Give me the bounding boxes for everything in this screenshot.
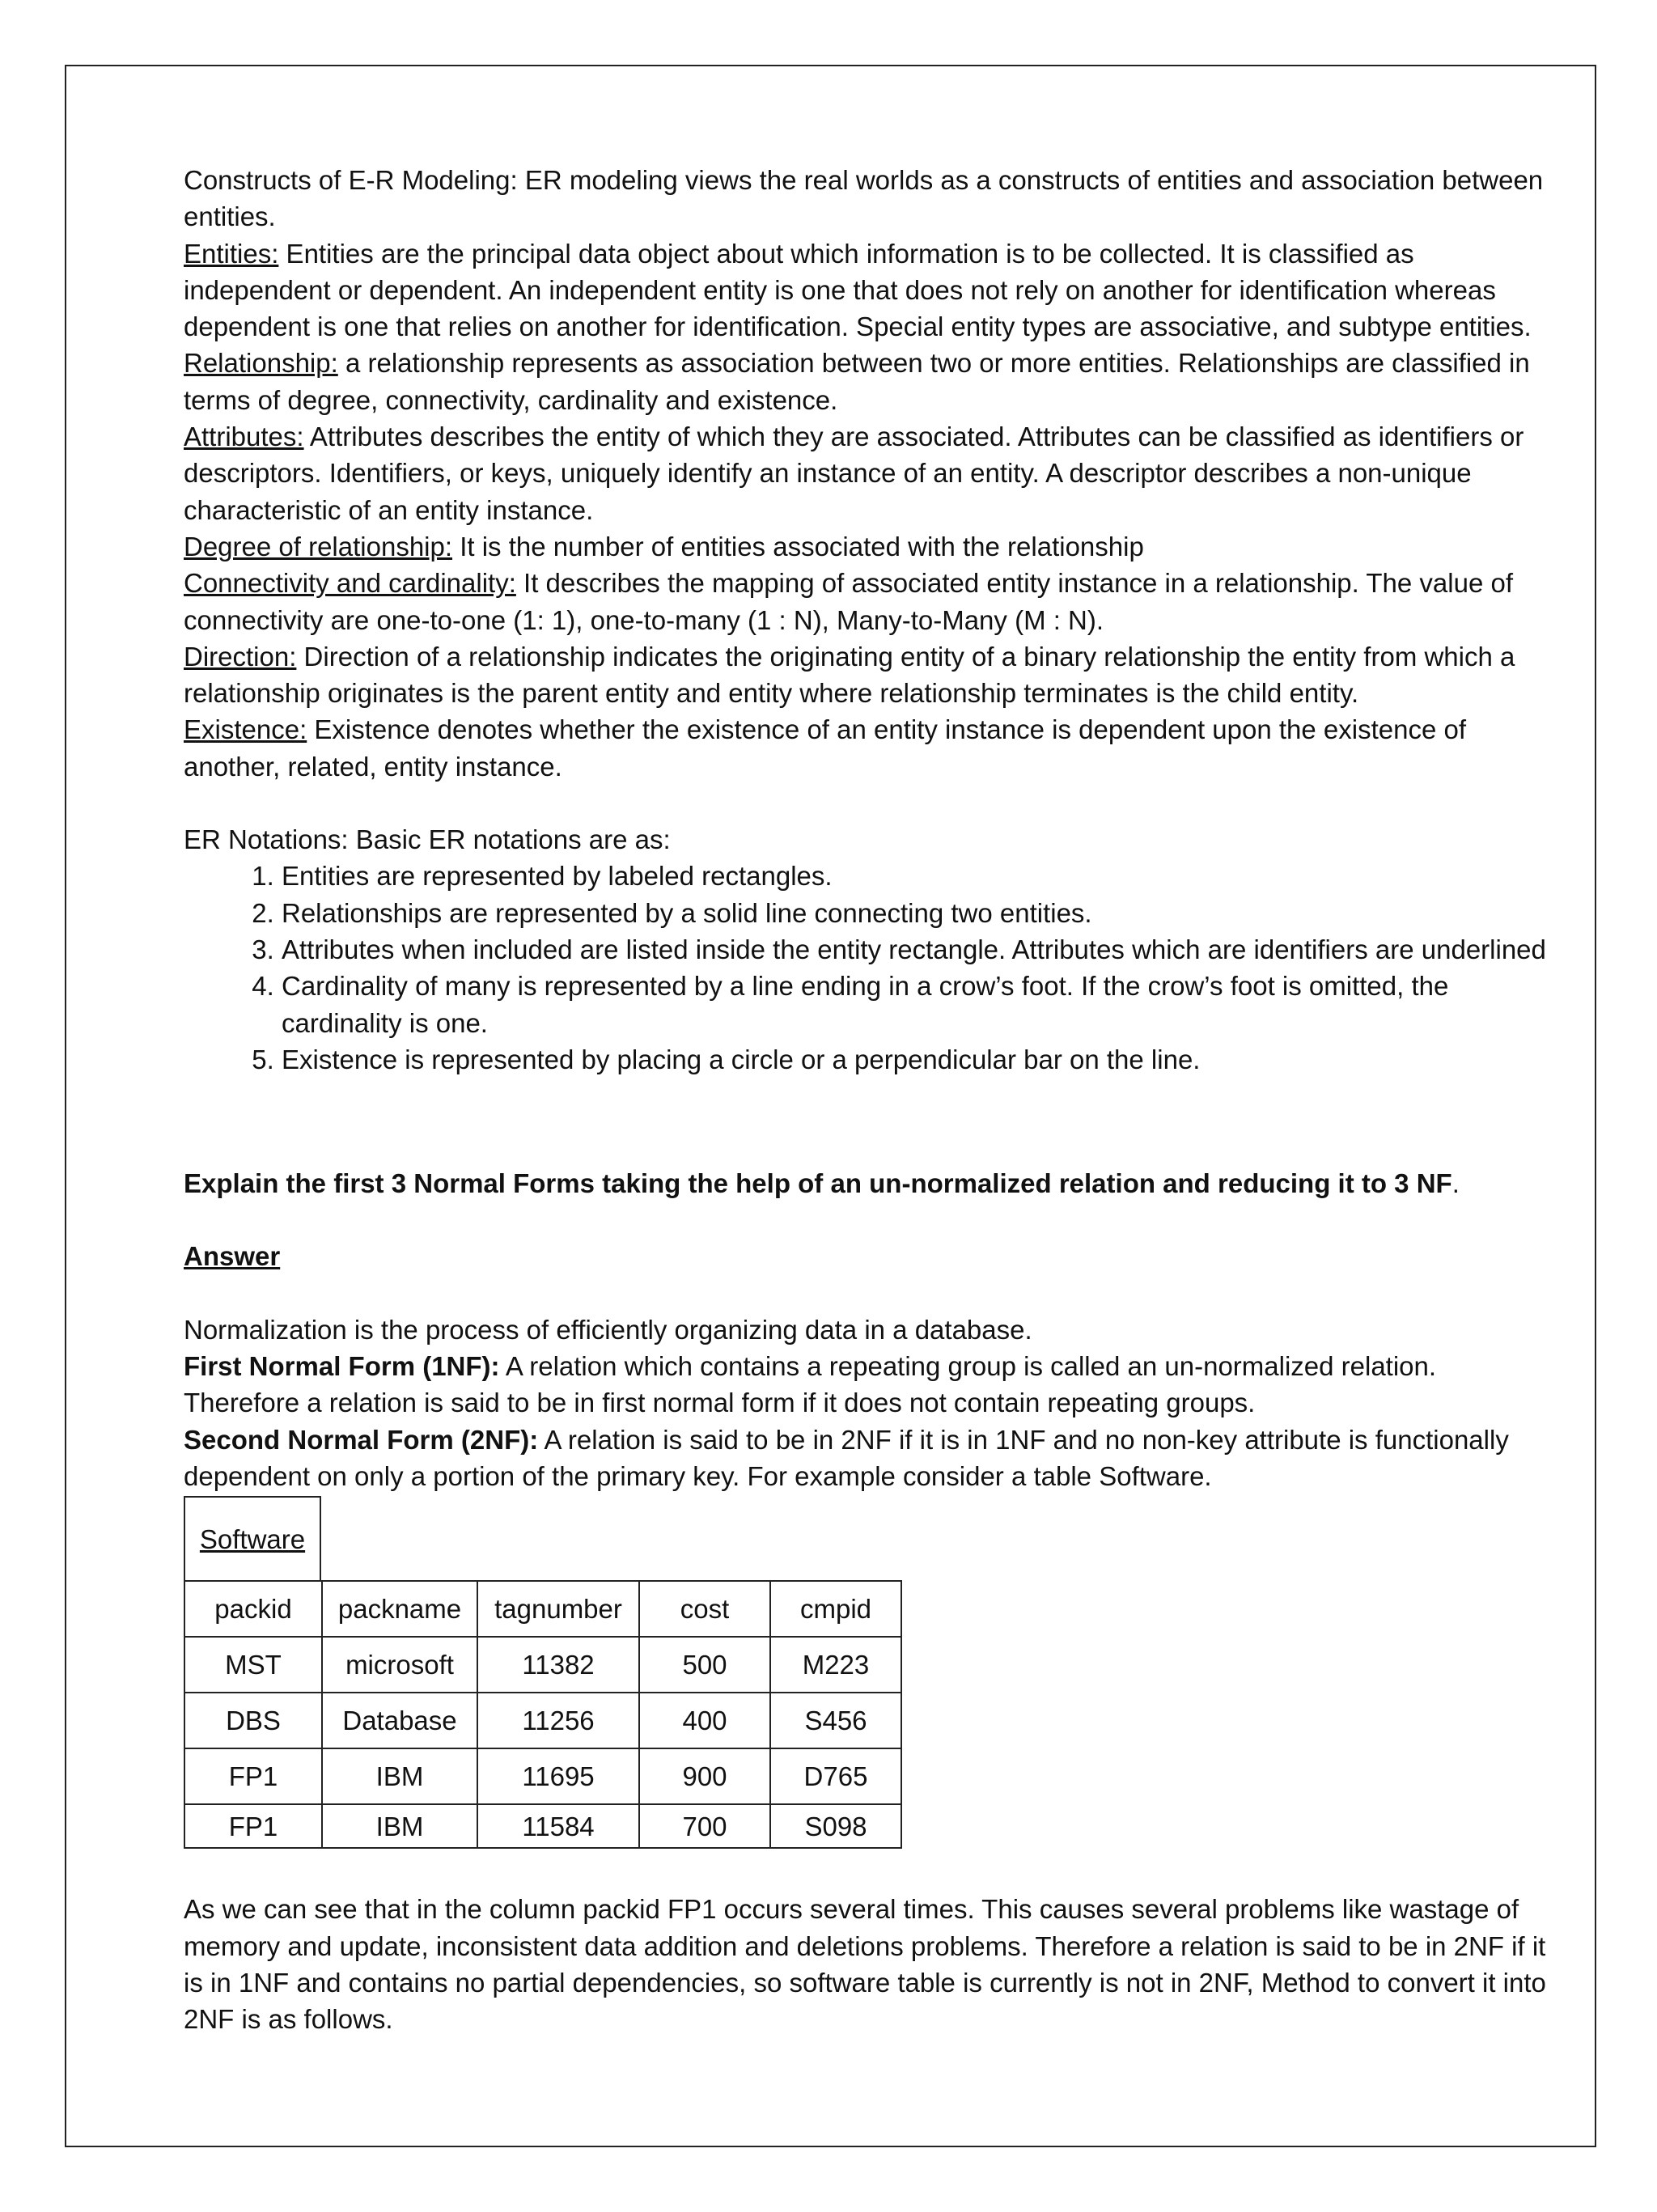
table-cell: 400 xyxy=(639,1693,770,1748)
table-cell: S456 xyxy=(770,1693,901,1748)
normalization-intro: Normalization is the process of efficiently organizing data in a database. xyxy=(184,1314,1032,1345)
list-item: 5. Existence is represented by placing a circle or a perpendicular bar on the line. xyxy=(282,1041,1551,1078)
attributes-text: Attributes describes the entity of which they are associated. Attributes can be classified as identifiers or descriptors. Identifiers, or keys, uniquely identify an instance of an entity. A descriptor describes a non-unique characteristic of an entity instance. xyxy=(184,422,1524,525)
degree-paragraph xyxy=(184,528,1551,565)
degree-text: It is the number of entities associated with the relationship xyxy=(452,531,1144,561)
degree-term: Degree of relationship: xyxy=(184,531,453,561)
spacer xyxy=(184,1275,1551,1312)
spacer xyxy=(184,1201,1551,1238)
answer-heading xyxy=(184,1238,1551,1274)
table-row xyxy=(184,1804,901,1848)
table-cell: S098 xyxy=(770,1804,901,1848)
table-cell: FP1 xyxy=(184,1748,322,1804)
table-cell: 700 xyxy=(639,1804,770,1848)
notations-list xyxy=(184,858,1551,1078)
direction-term: Direction: xyxy=(184,641,297,672)
column-header: cmpid xyxy=(770,1581,901,1637)
column-header: tagnumber xyxy=(477,1581,639,1637)
table-cell: 11256 xyxy=(477,1693,639,1748)
relationship-term: Relationship: xyxy=(184,348,338,379)
first-nf-text: A relation which contains a repeating group is called an un-normalized relation. Therefore a relation is said to be in first normal form if it does not contain repeating groups. xyxy=(184,1351,1437,1418)
direction-paragraph xyxy=(184,638,1551,712)
table-cell: IBM xyxy=(322,1804,477,1848)
table-cell: FP1 xyxy=(184,1804,322,1848)
software-table xyxy=(184,1580,902,1849)
table-cell: microsoft xyxy=(322,1637,477,1693)
question xyxy=(184,1165,1551,1201)
connectivity-term: Connectivity and cardinality: xyxy=(184,568,516,599)
table-cell: 900 xyxy=(639,1748,770,1804)
table-cell: DBS xyxy=(184,1693,322,1748)
table-row xyxy=(184,1637,901,1693)
er-intro: Constructs of E-R Modeling: ER modeling views the real worlds as a constructs of entities and association between entities. xyxy=(184,165,1544,232)
entities-paragraph xyxy=(184,235,1551,345)
list-item: 4. Cardinality of many is represented by a line ending in a crow’s foot. If the crow’s foot is omitted, the cardinality is one. xyxy=(282,968,1551,1041)
software-table-title: Software xyxy=(199,1523,306,1554)
attributes-paragraph xyxy=(184,418,1551,528)
table-cell: 11695 xyxy=(477,1748,639,1804)
existence-paragraph xyxy=(184,711,1551,785)
table-cell: D765 xyxy=(770,1748,901,1804)
entities-text: Entities are the principal data object about which information is to be collected. It is classified as independent or dependent. An independent entity is one that does not rely on another for identification whereas dependent is one that relies on another for identification. Special entity types are associative, and subtype entities. xyxy=(184,238,1532,342)
table-cell: 11584 xyxy=(477,1804,639,1848)
first-nf-term: First Normal Form (1NF): xyxy=(184,1351,500,1382)
existence-term: Existence: xyxy=(184,714,307,745)
table-row xyxy=(184,1748,901,1804)
question-text: Explain the first 3 Normal Forms taking the help of an un-normalized relation and reducing it to 3 NF xyxy=(184,1168,1452,1199)
column-header: packid xyxy=(184,1581,322,1637)
connectivity-paragraph xyxy=(184,565,1551,638)
connectivity-text: It describes the mapping of associated entity instance in a relationship. The value of connectivity are one-to-one (1: 1), one-to-many (1 : N), Many-to-Many (M : N). xyxy=(184,568,1513,635)
table-row xyxy=(184,1693,901,1748)
table-cell: MST xyxy=(184,1637,322,1693)
spacer xyxy=(184,785,1551,821)
table-cell: 500 xyxy=(639,1637,770,1693)
document-body xyxy=(184,162,1551,2037)
direction-text: Direction of a relationship indicates the originating entity of a binary relationship the entity from which a relationship originates is the parent entity and entity where relationship terminates is the child entity. xyxy=(184,641,1515,709)
list-item: 2. Relationships are represented by a solid line connecting two entities. xyxy=(282,895,1551,931)
list-item: 3. Attributes when included are listed inside the entity rectangle. Attributes which are identifiers are underlined xyxy=(282,931,1551,968)
table-cell: 11382 xyxy=(477,1637,639,1693)
attributes-term: Attributes: xyxy=(184,422,304,452)
column-header: packname xyxy=(322,1581,477,1637)
second-nf-text: A relation is said to be in 2NF if it is in 1NF and no non-key attribute is functionally dependent on only a portion of the primary key. For example consider a table Software. xyxy=(184,1424,1509,1491)
relationship-text: a relationship represents as association between two or more entities. Relationships are classified in terms of degree, connectivity, cardinality and existence. xyxy=(184,348,1530,415)
first-nf-paragraph xyxy=(184,1348,1551,1422)
table-header-row xyxy=(184,1581,901,1637)
second-nf-paragraph xyxy=(184,1422,1551,1495)
second-nf-term: Second Normal Form (2NF): xyxy=(184,1424,539,1455)
entities-term: Entities: xyxy=(184,238,279,269)
table-cell: IBM xyxy=(322,1748,477,1804)
answer-label: Answer xyxy=(184,1241,281,1272)
existence-text: Existence denotes whether the existence of an entity instance is dependent upon the existence of another, related, entity instance. xyxy=(184,714,1467,782)
list-item: 1. Entities are represented by labeled rectangles. xyxy=(282,858,1551,894)
spacer xyxy=(184,1078,1551,1165)
column-header: cost xyxy=(639,1581,770,1637)
question-end: . xyxy=(1451,1168,1460,1199)
table-cell: M223 xyxy=(770,1637,901,1693)
closing-paragraph: As we can see that in the column packid FP1 occurs several times. This causes several problems like wastage of memory and update, inconsistent data addition and deletions problems. Therefore a relation is said to be in 2NF if it is in 1NF and contains no partial dependencies, so software table is currently is not in 2NF, Method to convert it into 2NF is as follows. xyxy=(184,1894,1546,2035)
table-cell: Database xyxy=(322,1693,477,1748)
relationship-paragraph xyxy=(184,345,1551,418)
software-table-title-box xyxy=(184,1496,321,1580)
notations-heading: ER Notations: Basic ER notations are as: xyxy=(184,824,671,855)
